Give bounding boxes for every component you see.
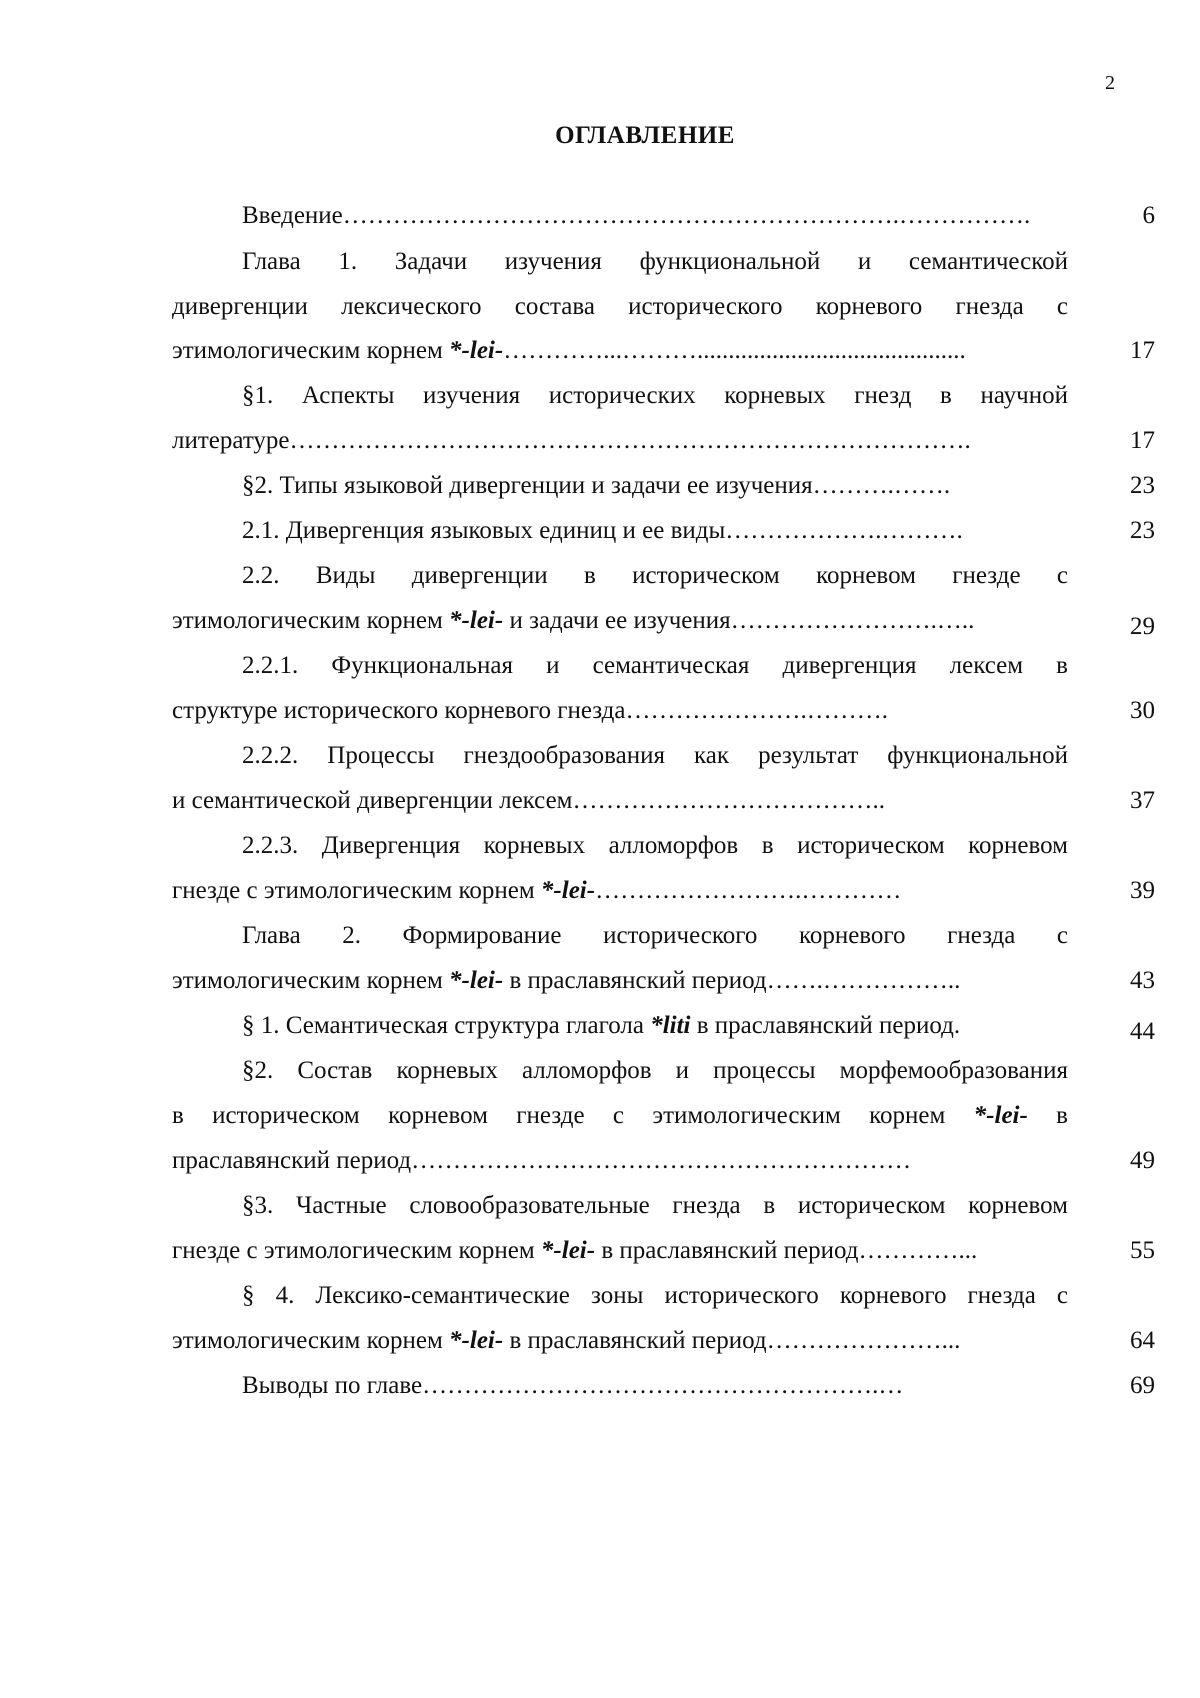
toc-entry-text xyxy=(172,336,966,366)
toc-leader-dots: …………………….………… xyxy=(595,877,902,904)
toc-text: § 1. Семантическая структура глагола xyxy=(242,1012,651,1039)
toc-entry-text xyxy=(172,876,901,906)
toc-entry-text: 2.1. Дивергенция языковых единиц и ее виды……………….………. xyxy=(242,517,963,544)
toc-entry-text: литературе………………………………………………………………………. xyxy=(172,427,971,454)
toc-text: этимологическим корнем xyxy=(172,1327,450,1354)
toc-page-number: 23 xyxy=(1130,472,1155,499)
toc-page-number: 17 xyxy=(1130,337,1155,364)
toc-entry-text: и семантической дивергенции лексем……………………………….. xyxy=(172,787,886,814)
root-term: *-lei- xyxy=(449,967,504,994)
root-term: *-lei- xyxy=(449,337,504,364)
toc-page-number: 43 xyxy=(1130,967,1155,994)
toc-text: гнезде с этимологическим корнем xyxy=(172,1237,541,1264)
toc-page-number: 44 xyxy=(1130,1018,1155,1045)
toc-entry-text xyxy=(242,1011,960,1041)
toc-entry-text: § 4. Лексико-семантические зоны исторического корневого гнезда с xyxy=(242,1282,1068,1309)
toc-page-number: 49 xyxy=(1130,1147,1155,1174)
root-term: *-lei- xyxy=(540,877,596,904)
toc-entry-text: 2.2.3. Дивергенция корневых алломорфов в историческом корневом xyxy=(242,832,1068,859)
toc-entry-text: Введение………………………………………………………….……………. xyxy=(242,202,1031,229)
toc-text: в праславянский период…………………... xyxy=(503,1327,961,1354)
toc-page-number: 23 xyxy=(1130,517,1155,544)
toc-entry-text: §3. Частные словообразовательные гнезда в историческом корневом xyxy=(242,1192,1068,1219)
toc-text: в праславянский период…………... xyxy=(595,1237,978,1264)
toc-text: в праславянский период…….…………….. xyxy=(503,967,961,994)
toc-entry-text: структуре исторического корневого гнезда………………….………. xyxy=(172,697,888,724)
page-number: 2 xyxy=(1105,72,1115,94)
toc-text: в историческом корневом гнезде с этимологическим корнем xyxy=(172,1102,974,1129)
toc-text: в праславянский период. xyxy=(690,1012,961,1039)
toc-page-number: 17 xyxy=(1130,427,1155,454)
toc-entry-text: 2.2. Виды дивергенции в историческом корневом гнезде с xyxy=(242,562,1068,589)
toc-text: этимологическим корнем xyxy=(172,967,450,994)
toc-entry-text xyxy=(172,1101,1068,1131)
toc-entry-text: праславянский период…………………………………………………… xyxy=(172,1147,912,1174)
root-term: *-lei- xyxy=(973,1102,1028,1129)
toc-entry-text: §2. Состав корневых алломорфов и процессы морфемообразования xyxy=(242,1057,1068,1084)
toc-text: этимологическим корнем xyxy=(172,337,450,364)
toc-entry-text: дивергенции лексического состава исторического корневого гнезда с xyxy=(172,293,1068,320)
toc-text: этимологическим корнем xyxy=(172,607,450,634)
root-term: *liti xyxy=(650,1012,691,1039)
toc-text: и задачи ее изучения…………………….….. xyxy=(503,607,975,634)
page-title: ОГЛАВЛЕНИЕ xyxy=(555,122,735,149)
toc-entry-text: Глава 1. Задачи изучения функциональной и семантической xyxy=(242,248,1068,275)
toc-entry-text xyxy=(172,966,960,996)
toc-page-number: 30 xyxy=(1130,697,1155,724)
toc-entry-text: Выводы по главе……………………………………………….… xyxy=(242,1372,904,1399)
toc-entry-text xyxy=(172,606,974,636)
toc-entry-text: Глава 2. Формирование исторического корневого гнезда с xyxy=(242,922,1068,949)
toc-text: в xyxy=(1027,1102,1068,1129)
toc-page-number: 37 xyxy=(1130,787,1155,814)
toc-page-number: 39 xyxy=(1130,877,1155,904)
root-term: *-lei- xyxy=(449,1327,504,1354)
toc-page-number: 69 xyxy=(1130,1372,1155,1399)
root-term: *-lei- xyxy=(449,607,504,634)
toc-entry-text xyxy=(172,1236,977,1266)
toc-entry-text: §1. Аспекты изучения исторических корневых гнезд в научной xyxy=(242,382,1068,409)
toc-page-number: 55 xyxy=(1130,1237,1155,1264)
toc-page-number: 29 xyxy=(1130,613,1155,640)
toc-leader-dots: …………...………........................................... xyxy=(503,337,966,364)
toc-entry-text xyxy=(172,1326,960,1356)
toc-entry-text: 2.2.1. Функциональная и семантическая дивергенция лексем в xyxy=(242,652,1068,679)
toc-text: гнезде с этимологическим корнем xyxy=(172,877,541,904)
root-term: *-lei- xyxy=(540,1237,596,1264)
toc-page-number: 64 xyxy=(1130,1327,1155,1354)
toc-entry-text: 2.2.2. Процессы гнездообразования как результат функциональной xyxy=(242,742,1068,769)
toc-page-number: 6 xyxy=(1142,202,1155,229)
toc-entry-text: §2. Типы языковой дивергенции и задачи ее изучения……….……. xyxy=(242,472,951,499)
